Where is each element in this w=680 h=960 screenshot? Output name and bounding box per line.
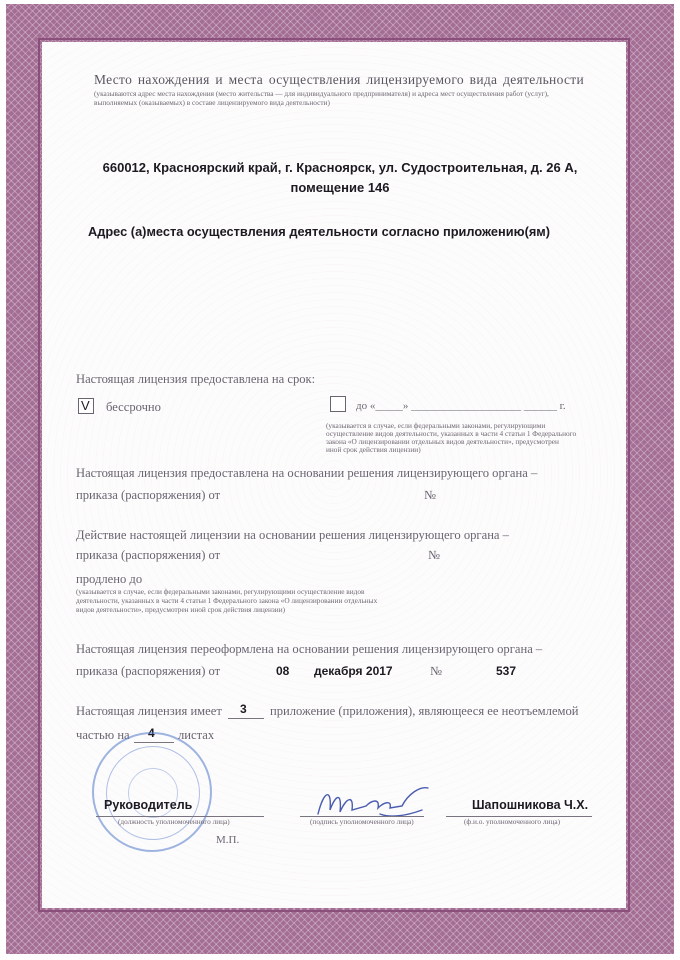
granted-number-sign: № <box>424 488 437 502</box>
reissued-number-sign: № <box>430 664 443 678</box>
unlimited-label: бессрочно <box>106 400 161 414</box>
appendices-sheets-label: листах <box>178 728 215 742</box>
appendix-address: Адрес (а)места осуществления деятельности согласно приложению(ям) <box>88 224 551 239</box>
appendices-part-on: частью на <box>76 728 130 742</box>
address-line1: 660012, Красноярский край, г. Красноярск, ул. Судостроительная, д. 26 А, <box>102 160 578 175</box>
header-note-line2: выполняемых (оказываемых) в составе лицензируемого вида деятельности) <box>94 98 330 107</box>
checkmark: V <box>81 398 90 413</box>
signatory-name: Шапошникова Ч.Х. <box>472 798 589 812</box>
term-note-4: иной срок действия лицензии) <box>326 445 421 454</box>
seal-mark: М.П. <box>216 834 240 846</box>
reissued-number: 537 <box>496 664 517 678</box>
name-note: (ф.и.о. уполномоченного лица) <box>464 817 561 826</box>
address-line2: помещение 146 <box>290 180 390 195</box>
granted-line1: Настоящая лицензия предоставлена на основании решения лицензирующего органа – <box>76 466 538 480</box>
appendices-text-before: Настоящая лицензия имеет <box>76 704 222 718</box>
appendices-count: 3 <box>240 702 247 716</box>
position-note: (должность уполномоченного лица) <box>118 817 230 826</box>
until-text: до «_____» ____________________ ______ г. <box>356 400 566 412</box>
unlimited-checkbox <box>78 398 94 414</box>
header-title: Место нахождения и места осуществления лицензируемого вида деятельности <box>94 72 584 87</box>
extended-note-1: (указывается в случае, если федеральными законами, регулирующими осуществление видов <box>76 587 365 596</box>
reissued-line1: Настоящая лицензия переоформлена на основании решения лицензирующего органа – <box>76 642 543 656</box>
reissued-order-label: приказа (распоряжения) от <box>76 664 221 678</box>
reissued-month-year: декабря 2017 <box>314 664 393 678</box>
appendices-count-underline <box>228 718 264 719</box>
extended-number-sign: № <box>428 548 441 562</box>
granted-order-label: приказа (распоряжения) от <box>76 488 221 502</box>
official-seal-stamp <box>92 732 212 852</box>
term-note-3: закона «О лицензировании отдельных видов деятельности», предусмотрен <box>326 437 559 446</box>
header-note-line1: (указываются адрес места нахождения (место жительства — для индивидуального предпринимателя) и адреса мест осуществления работ (услуг), <box>94 89 549 98</box>
prolonged-label: продлено до <box>76 572 143 586</box>
appendices-text-after: приложение (приложения), являющееся ее неотъемлемой <box>270 704 579 718</box>
signature-note: (подпись уполномоченного лица) <box>310 817 414 826</box>
extended-note-2: деятельности, указанных в части 4 статьи 1 Федерального закона «О лицензировании отдельных <box>76 596 378 605</box>
extended-line1: Действие настоящей лицензии на основании решения лицензирующего органа – <box>76 528 509 542</box>
term-note-1: (указывается в случае, если федеральными законами, регулирующими <box>326 421 546 430</box>
extended-order-label: приказа (распоряжения) от <box>76 548 221 562</box>
reissued-day: 08 <box>276 664 290 678</box>
signatory-position: Руководитель <box>104 798 193 812</box>
extended-note-3: видов деятельности», предусмотрен иной срок действия лицензии) <box>76 605 286 614</box>
until-checkbox <box>330 396 346 412</box>
term-label: Настоящая лицензия предоставлена на срок: <box>76 372 316 386</box>
appendices-sheets: 4 <box>148 726 155 740</box>
term-note-2: осуществление видов деятельности, указанных в части 4 статьи 1 Федерального <box>326 429 577 438</box>
